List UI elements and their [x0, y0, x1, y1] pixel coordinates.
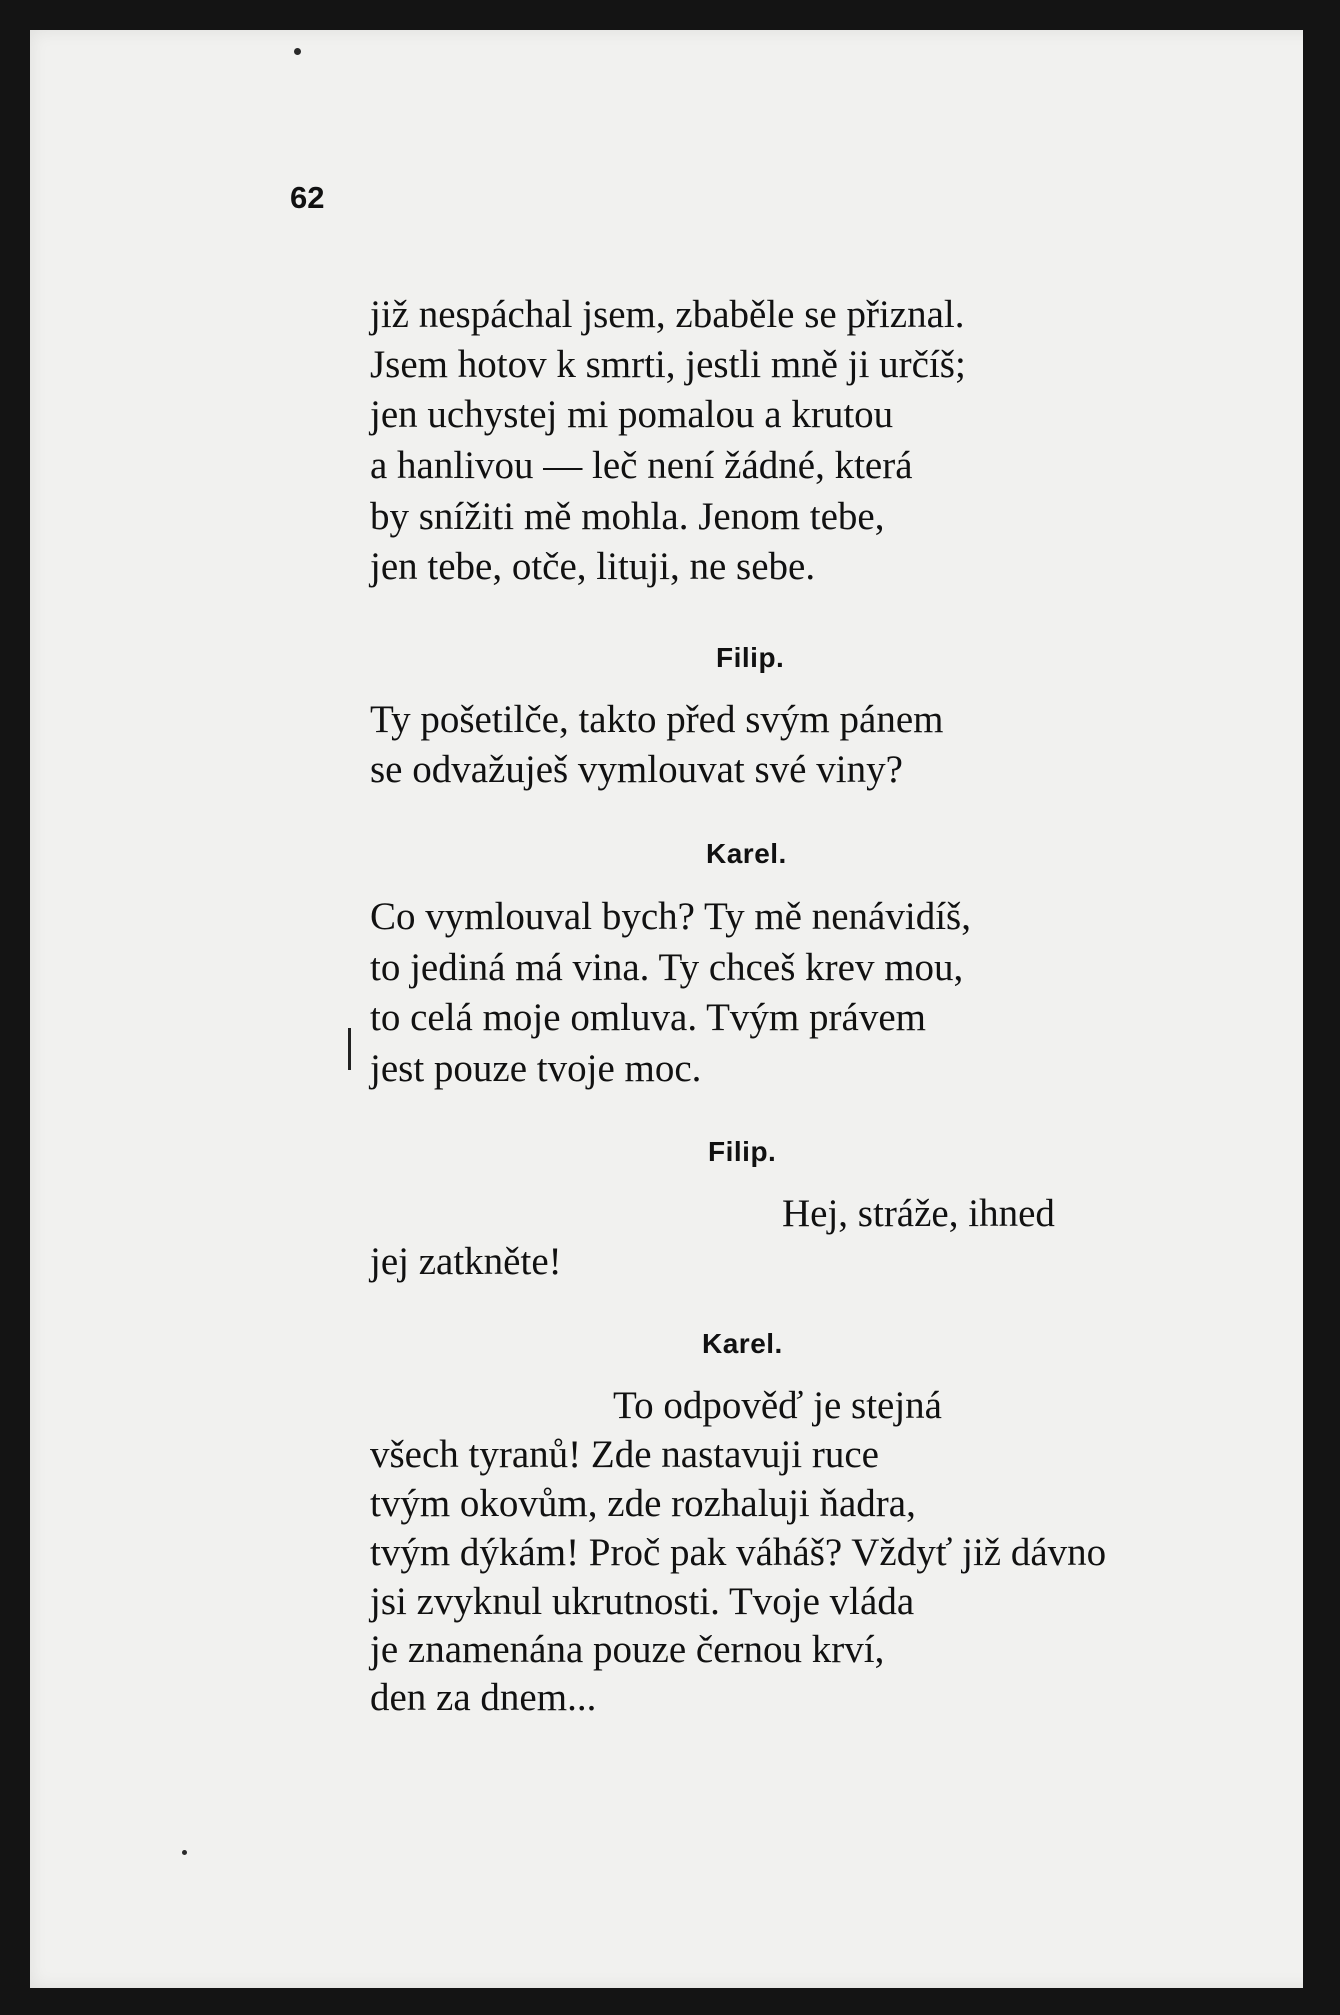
page-number: 62 [290, 180, 325, 215]
text-line-13: Hej, stráže, ihned [782, 1192, 1055, 1235]
page-edge-shadow [1303, 30, 1325, 1988]
text-line-6: jen tebe, otče, lituji, ne sebe. [370, 545, 816, 588]
page-top-mark [294, 48, 301, 55]
text-line-17: tvým okovům, zde rozhaluji ňadra, [370, 1482, 916, 1525]
text-line-8: se odvažuješ vymlouvat své viny? [370, 748, 903, 791]
text-line-18: tvým dýkám! Proč pak váháš? Vždyť již dávno [370, 1531, 1107, 1574]
text-line-7: Ty pošetilče, takto před svým pánem [370, 698, 944, 741]
text-line-4: a hanlivou — leč není žádné, která [370, 444, 913, 487]
text-line-19: jsi zvyknul ukrutnosti. Tvoje vláda [370, 1580, 915, 1623]
text-line-10: to jediná má vina. Ty chceš krev mou, [370, 946, 964, 989]
book-page [30, 30, 1325, 1988]
speaker-filip-1: Filip. [716, 642, 785, 673]
text-line-1: již nespáchal jsem, zbaběle se přiznal. [370, 293, 965, 336]
text-line-9: Co vymlouval bych? Ty mě nenávidíš, [370, 895, 971, 938]
margin-bar [348, 1028, 351, 1070]
text-line-3: jen uchystej mi pomalou a krutou [370, 393, 894, 436]
speaker-karel-2: Karel. [702, 1328, 783, 1359]
text-line-12: jest pouze tvoje moc. [370, 1047, 702, 1090]
text-line-15: To odpověď je stejná [613, 1384, 942, 1427]
text-line-21: den za dnem... [370, 1676, 597, 1719]
speaker-karel-1: Karel. [706, 838, 787, 869]
text-line-14: jej zatkněte! [370, 1240, 562, 1283]
text-line-5: by snížiti mě mohla. Jenom tebe, [370, 495, 885, 538]
text-line-16: všech tyranů! Zde nastavuji ruce [370, 1433, 879, 1476]
text-line-2: Jsem hotov k smrti, jestli mně ji určíš; [370, 343, 966, 386]
text-line-11: to celá moje omluva. Tvým právem [370, 996, 926, 1039]
page-bottom-mark [182, 1850, 187, 1855]
speaker-filip-2: Filip. [708, 1136, 777, 1167]
text-line-20: je znamenána pouze černou krví, [370, 1628, 885, 1671]
